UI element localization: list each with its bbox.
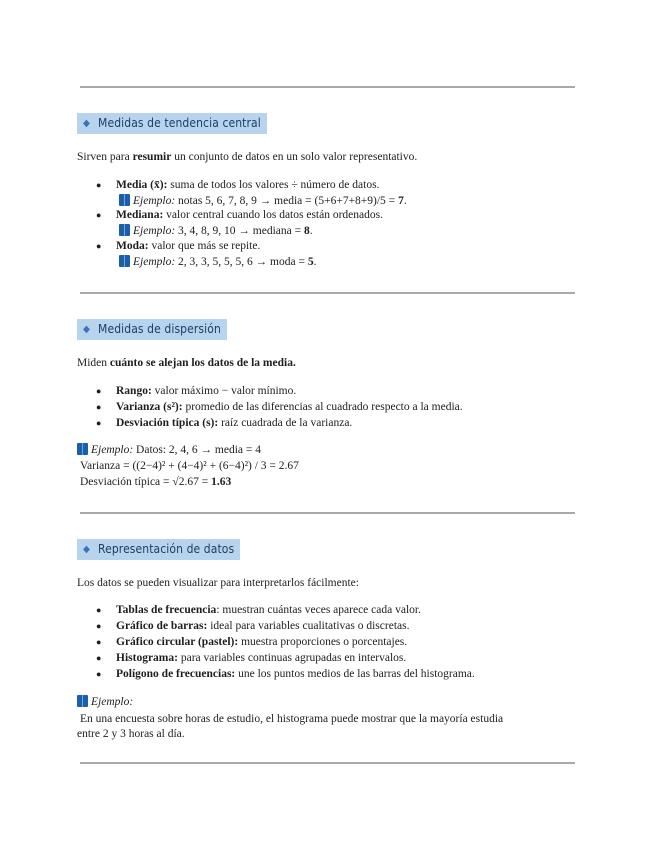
bullet-icon: ●	[96, 637, 102, 647]
list-item	[96, 619, 409, 634]
list-item	[96, 635, 407, 650]
example-label: Ejemplo:	[133, 225, 176, 237]
definition: muestra proporciones o porcentajes.	[238, 636, 408, 648]
bullet-icon: ●	[96, 241, 102, 251]
text: .	[313, 256, 317, 268]
example-text: Datos: 2, 4, 6 → media = 4	[133, 444, 262, 456]
term: Gráfico de barras:	[116, 620, 208, 632]
paragraph	[77, 576, 359, 591]
example-line	[119, 255, 316, 270]
example-result: 8	[303, 225, 310, 237]
term: Gráfico circular (pastel):	[116, 636, 239, 648]
text: Sirven para	[77, 151, 133, 163]
list-item	[96, 239, 260, 254]
section-title: Medidas de tendencia central	[98, 116, 261, 130]
blue-book-icon	[77, 443, 88, 455]
example-result: 5	[307, 256, 314, 268]
blue-book-icon	[119, 224, 130, 236]
definition: promedio de las diferencias al cuadrado respecto a la media.	[182, 401, 463, 413]
text: un conjunto de datos en un solo valor representativo.	[171, 151, 418, 163]
term: Moda:	[116, 240, 149, 252]
example-label: Ejemplo:	[133, 195, 176, 207]
section-title: Medidas de dispersión	[98, 322, 221, 336]
example-label: Ejemplo:	[133, 256, 176, 268]
term: Desviación típica (s):	[116, 417, 219, 429]
bullet-icon: ●	[96, 210, 102, 220]
bold-text: cuánto se alejan los datos de la media.	[109, 357, 296, 369]
list-item	[96, 384, 296, 399]
blue-book-icon	[77, 695, 88, 707]
list-item	[96, 667, 475, 682]
blue-book-icon	[119, 255, 130, 267]
definition: valor que más se repite.	[148, 240, 261, 252]
term: Histograma:	[116, 652, 178, 664]
term: Varianza (s²):	[116, 401, 183, 413]
example-result: 1.63	[211, 476, 232, 488]
example-line	[80, 475, 231, 490]
section-title: Representación de datos	[98, 542, 235, 556]
definition: valor central cuando los datos están ordenados.	[163, 209, 383, 221]
example-line	[77, 695, 133, 710]
blue-book-icon	[119, 194, 130, 206]
definition: une los puntos medios de las barras del histograma.	[235, 668, 475, 680]
example-text: Varianza = ((2−4)² + (4−4)² + (6−4)²) / 3 = 2.67	[80, 460, 299, 472]
text: .	[309, 225, 313, 237]
example-line	[119, 224, 313, 239]
divider	[80, 292, 575, 294]
bullet-icon: ●	[96, 402, 102, 412]
term: Polígono de frecuencias:	[116, 668, 236, 680]
term: Tablas de frecuencia	[116, 604, 217, 616]
term: Media (x̄):	[116, 179, 168, 191]
bold-text: resumir	[132, 151, 172, 163]
example-line	[77, 727, 185, 742]
example-text: entre 2 y 3 horas al día.	[77, 728, 185, 740]
example-line	[80, 712, 503, 727]
paragraph	[77, 356, 296, 371]
definition: raíz cuadrada de la varianza.	[218, 417, 353, 429]
example-text: 2, 3, 3, 5, 5, 5, 6 → moda =	[175, 256, 308, 268]
diamond-icon: ◆	[83, 118, 91, 129]
term: Mediana:	[116, 209, 164, 221]
bullet-icon: ●	[96, 605, 102, 615]
example-label: Ejemplo:	[91, 444, 134, 456]
diamond-icon: ◆	[83, 324, 91, 335]
list-item	[96, 400, 463, 415]
text: Los datos se pueden visualizar para interpretarlos fácilmente:	[77, 577, 359, 589]
list-item	[96, 603, 421, 618]
section-heading-representation	[77, 539, 240, 560]
example-line	[77, 443, 261, 458]
example-text: 3, 4, 8, 9, 10 → mediana =	[175, 225, 304, 237]
list-item	[96, 208, 383, 223]
list-item	[96, 651, 406, 666]
definition: valor máximo − valor mínimo.	[151, 385, 297, 397]
divider	[80, 86, 575, 88]
text: Miden	[77, 357, 110, 369]
divider	[80, 512, 575, 514]
bullet-icon: ●	[96, 418, 102, 428]
term: Rango:	[116, 385, 152, 397]
divider	[80, 762, 575, 764]
example-line	[119, 194, 407, 209]
example-text: En una encuesta sobre horas de estudio, el histograma puede mostrar que la mayoría estudia	[80, 713, 504, 725]
text: .	[403, 195, 407, 207]
bullet-icon: ●	[96, 653, 102, 663]
definition: : muestran cuántas veces aparece cada valor.	[216, 604, 421, 616]
bullet-icon: ●	[96, 621, 102, 631]
bullet-icon: ●	[96, 669, 102, 679]
list-item	[96, 178, 379, 193]
diamond-icon: ◆	[83, 544, 91, 555]
list-item	[96, 416, 352, 431]
example-text: notas 5, 6, 7, 8, 9 → media = (5+6+7+8+9)/5 =	[175, 195, 399, 207]
paragraph	[77, 150, 417, 165]
section-heading-central-tendency	[77, 113, 267, 134]
bullet-icon: ●	[96, 386, 102, 396]
example-result: 7	[398, 195, 404, 207]
bullet-icon: ●	[96, 180, 102, 190]
example-text: Desviación típica = √2.67 =	[80, 476, 212, 488]
definition: para variables continuas agrupadas en intervalos.	[177, 652, 407, 664]
example-label: Ejemplo:	[91, 696, 134, 708]
definition: suma de todos los valores ÷ número de datos.	[167, 179, 380, 191]
section-heading-dispersion	[77, 319, 227, 340]
definition: ideal para variables cualitativas o discretas.	[207, 620, 410, 632]
example-line	[80, 459, 299, 474]
